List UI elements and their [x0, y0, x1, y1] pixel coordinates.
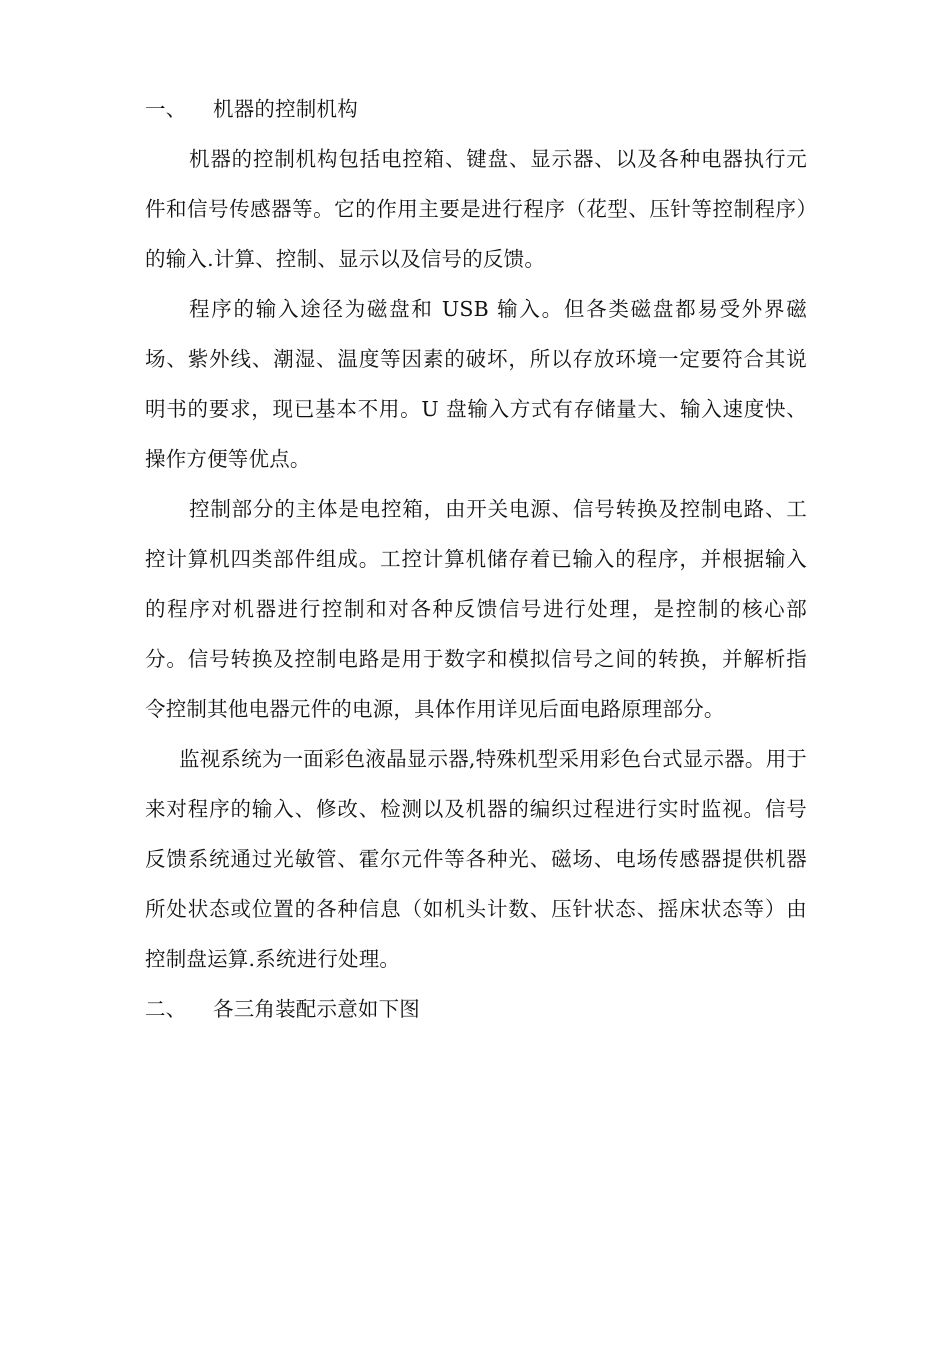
section-title-1: 机器的控制机构 [213, 97, 358, 121]
document-body [145, 84, 807, 1034]
section-number-1: 一、 [145, 97, 187, 121]
paragraph-program-input: 程序的输入途径为磁盘和 USB 输入。但各类磁盘都易受外界磁场、紫外线、潮湿、温度等因素的破坏，所以存放环境一定要符合其说明书的要求，现已基本不用。U 盘输入方式有存储量大、输入速度快、操作方便等优点。 [145, 297, 807, 471]
paragraph-control-mechanism: 机器的控制机构包括电控箱、键盘、显示器、以及各种电器执行元件和信号传感器等。它的作用主要是进行程序（花型、压针等控制程序）的输入.计算、控制、显示以及信号的反馈。 [145, 147, 807, 271]
paragraph-control-box: 控制部分的主体是电控箱，由开关电源、信号转换及控制电路、工控计算机四类部件组成。工控计算机储存着已输入的程序，并根据输入的程序对机器进行控制和对各种反馈信号进行处理，是控制的核心部分。信号转换及控制电路是用于数字和模拟信号之间的转换，并解析指令控制其他电器元件的电源，具体作用详见后面电路原理部分。 [145, 497, 807, 721]
section-heading-1 [145, 84, 807, 134]
paragraph-monitor-system: 监视系统为一面彩色液晶显示器,特殊机型采用彩色台式显示器。用于来对程序的输入、修改、检测以及机器的编织过程进行实时监视。信号反馈系统通过光敏管、霍尔元件等各种光、磁场、电场传感器提供机器所处状态或位置的各种信息（如机头计数、压针状态、摇床状态等）由控制盘运算.系统进行处理。 [145, 747, 807, 971]
section-heading-2 [145, 984, 807, 1034]
section-number-2: 二、 [145, 997, 187, 1021]
section-title-2: 各三角装配示意如下图 [213, 997, 420, 1021]
